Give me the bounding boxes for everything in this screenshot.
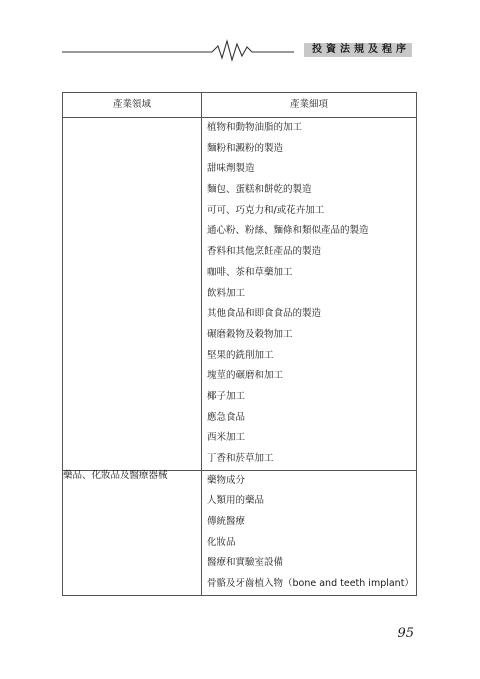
detail-item: 骨骼及牙齒植入物（bone and teeth implant） <box>207 578 414 590</box>
detail-item: 丁香和菸草加工 <box>207 453 274 464</box>
sector-cell: 藥品、化妝品及醫療器械 <box>63 470 202 595</box>
column-header-sector: 產業領域 <box>63 93 202 118</box>
detail-item: 麵包、蛋糕和餅乾的製造 <box>207 184 312 196</box>
page-number: 95 <box>397 626 414 641</box>
detail-item: 藥物成分 <box>207 474 246 486</box>
detail-item: 塊莖的碾磨和加工 <box>207 370 284 382</box>
industry-table <box>62 92 417 596</box>
table-row <box>63 118 417 471</box>
detail-item: 可可、巧克力和/或花卉加工 <box>207 204 325 216</box>
details-cell <box>202 118 417 471</box>
detail-item: 咖啡、茶和草藥加工 <box>207 266 293 278</box>
detail-item: 西米加工 <box>207 432 246 444</box>
detail-item: 化妝品 <box>207 536 236 548</box>
detail-item: 植物和動物油脂的加工 <box>207 122 303 133</box>
detail-item: 香料和其他烹飪產品的製造 <box>207 246 322 258</box>
sector-cell <box>63 118 202 471</box>
detail-item: 醫療和實驗室設備 <box>207 557 284 569</box>
detail-item: 應急食品 <box>207 411 246 423</box>
detail-item: 飲料加工 <box>207 287 246 299</box>
detail-item: 甜味劑製造 <box>207 163 255 175</box>
table-header-row <box>63 93 417 118</box>
column-header-details: 產業細項 <box>202 93 417 118</box>
detail-item: 碾磨穀物及穀物加工 <box>207 328 293 340</box>
table-row <box>63 470 417 595</box>
page-header <box>62 38 416 62</box>
detail-item: 其他食品和即食食品的製造 <box>207 308 322 320</box>
detail-item: 通心粉、粉絲、麵條和類似產品的製造 <box>207 225 369 237</box>
detail-item: 堅果的銑削加工 <box>207 349 274 361</box>
details-cell <box>202 470 417 595</box>
detail-item: 椰子加工 <box>207 390 246 402</box>
detail-item: 麵粉和澱粉的製造 <box>207 142 284 154</box>
header-title: 投資法規及程序 <box>304 43 412 57</box>
detail-item: 人類用的藥品 <box>207 495 265 507</box>
detail-item: 傳統醫療 <box>207 516 246 528</box>
